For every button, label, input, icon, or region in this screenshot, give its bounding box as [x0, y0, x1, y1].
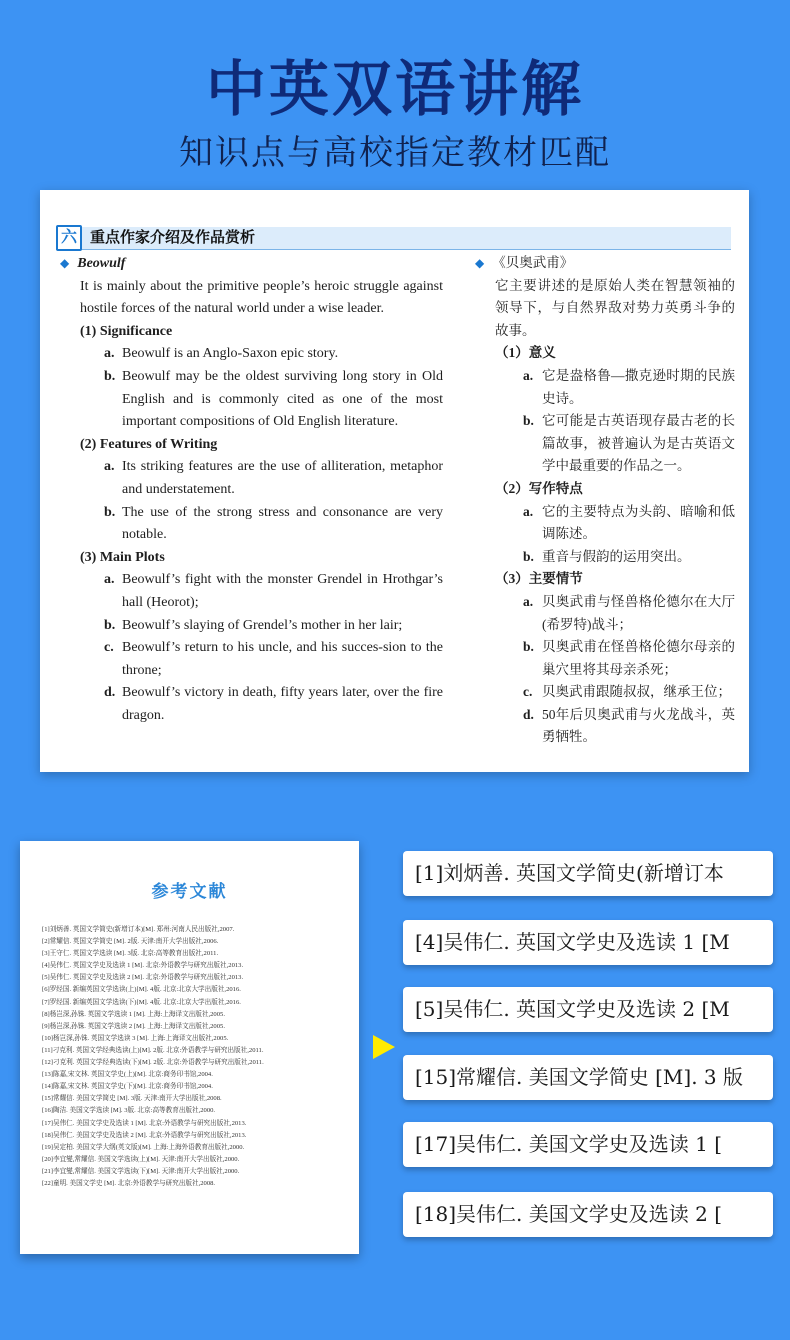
section-heading: (3) Main Plots	[80, 549, 165, 565]
item-text: 它的主要特点为头韵、暗喻和低调陈述。	[542, 503, 735, 542]
callout-box: [1]刘炳善. 英国文学简史(新增订本	[403, 851, 773, 896]
list-item	[60, 366, 443, 434]
section-title: 重点作家介绍及作品赏析	[90, 230, 256, 246]
item-text: 贝奥武甫跟随叔叔，继承王位；	[542, 684, 731, 700]
list-item	[475, 501, 735, 546]
reference-entry: [5]吴伟仁. 英国文学史及选读 2 [M]. 北京:外语教学与研究出版社,2013.	[42, 974, 244, 982]
references-page	[20, 841, 359, 1254]
item-label: c.	[523, 684, 533, 700]
list-item	[60, 682, 443, 727]
item-text: Beowulf’s victory in death, fifty years later, over the fire dragon.	[122, 685, 443, 723]
item-text: 贝奥武甫在怪兽格伦德尔母亲的巢穴里将其母亲杀死；	[542, 639, 735, 677]
section-number: 六	[56, 225, 82, 251]
item-label: c.	[104, 640, 114, 656]
callout-box: [18]吴伟仁. 美国文学史及选读 2 [	[403, 1192, 773, 1237]
item-text: Beowulf may be the oldest surviving long story in Old English and is commonly cited as one of the most important compositions of Old English literature.	[122, 368, 443, 430]
reference-entry: [15]常耀信. 美国文学简史 [M]. 3版. 天津:南开大学出版社,2008.	[42, 1095, 222, 1103]
list-item	[60, 502, 443, 547]
intro-text-zh: 它主要讲述的是原始人类在智慧领袖的领导下，与自然界敌对势力英勇斗争的故事。	[495, 277, 735, 338]
reference-entry: [16]陶洁. 美国文学选读 [M]. 3版. 北京:高等教育出版社,2000.	[42, 1107, 216, 1115]
item-label: b.	[104, 368, 116, 384]
intro-text: It is mainly about the primitive people’s heroic struggle against hostile forces of the natural world under a wise leader.	[80, 278, 443, 317]
reference-entry: [8]杨岂深,孙铢. 英国文学选读 1 [M]. 上海:上海译文出版社,2005.	[42, 1010, 225, 1018]
reference-entry: [11]刁克利. 英国文学经典选读(上)[M]. 2版. 北京:外语教学与研究出版社,2011.	[42, 1046, 264, 1054]
reference-entry: [12]刁克利. 英国文学经典选读(下)[M]. 2版. 北京:外语教学与研究出版社,2011.	[42, 1059, 264, 1067]
reference-entry: [18]吴伟仁. 美国文学史及选读 2 [M]. 北京:外语教学与研究出版社,2013.	[42, 1131, 247, 1139]
item-label: b.	[523, 548, 534, 564]
reference-entry: [20]李宜燮,常耀信. 美国文学选读(上)[M]. 天津:南开大学出版社,2000.	[42, 1155, 240, 1163]
reference-entry: [3]王守仁. 英国文学选读 [M]. 3版. 北京:高等教育出版社,2011.	[42, 950, 219, 958]
item-text: 它可能是古英语现存最古老的长篇故事，被普遍认为是古英语文学中最重要的作品之一。	[542, 413, 735, 474]
item-text: The use of the strong stress and consonance are very notable.	[122, 504, 443, 543]
item-label: b.	[104, 617, 116, 633]
arrow-pointer-icon	[373, 1035, 395, 1059]
list-item	[475, 546, 735, 569]
callout-box: [5]吴伟仁. 英国文学史及选读 2 [M	[403, 987, 773, 1032]
section-heading: (1) Significance	[80, 323, 173, 339]
item-label: a.	[104, 459, 115, 475]
callout-box: [4]吴伟仁. 英国文学史及选读 1 [M	[403, 920, 773, 965]
list-item	[475, 365, 735, 410]
item-label: d.	[523, 706, 534, 722]
reference-entry: [9]杨岂深,孙铢. 英国文学选读 2 [M]. 上海:上海译文出版社,2005.	[42, 1022, 225, 1030]
work-title-zh: 《贝奥武甫》	[492, 255, 574, 270]
item-label: b.	[523, 639, 534, 655]
item-label: a.	[523, 503, 534, 519]
reference-entry: [7]罗经国. 新编英国文学选读(下)[M]. 4版. 北京:北京大学出版社,2016.	[42, 998, 241, 1006]
list-item	[60, 456, 443, 501]
section-heading: （1）意义	[495, 345, 556, 361]
item-text: Beowulf’s slaying of Grendel’s mother in her lair;	[122, 617, 403, 633]
item-label: b.	[104, 504, 116, 520]
list-item	[475, 591, 735, 636]
section-header	[56, 227, 731, 250]
list-item	[475, 410, 735, 478]
reference-entry: [17]吴伟仁. 美国文学史及选读 1 [M]. 北京:外语教学与研究出版社,2013.	[42, 1119, 247, 1127]
item-label: a.	[104, 346, 115, 362]
item-label: a.	[523, 367, 534, 383]
sample-page	[40, 190, 749, 772]
reference-entry: [10]杨岂深,孙铢. 英国文学选读 3 [M]. 上海:上海译文出版社,2005.	[42, 1034, 229, 1042]
list-item	[60, 615, 443, 638]
item-text: Beowulf’s fight with the monster Grendel in Hrothgar’s hall (Heorot);	[122, 572, 443, 610]
diamond-bullet-icon: ◆	[60, 256, 70, 270]
item-text: 贝奥武甫与怪兽格伦德尔在大厅(希罗特)战斗；	[542, 593, 735, 632]
item-text: Its striking features are the use of alliteration, metaphor and understatement.	[122, 459, 443, 497]
reference-entry: [14]陈嘉,宋文林. 英国文学史(下)[M]. 北京:商务印书馆,2004.	[42, 1083, 213, 1091]
section-heading: （2）写作特点	[495, 480, 583, 496]
item-label: a.	[523, 593, 534, 609]
callout-box: [15]常耀信. 美国文学简史 [M]. 3 版	[403, 1055, 773, 1100]
page-title: 中英双语讲解	[206, 55, 584, 125]
item-text: 它是盎格鲁—撒克逊时期的民族史诗。	[542, 367, 735, 406]
english-column	[60, 252, 443, 727]
reference-entry: [19]吴定柏. 美国文学大纲(英文版)[M]. 上海:上海外语教育出版社,2000.	[42, 1143, 245, 1151]
item-label: a.	[104, 572, 115, 588]
reference-entry: [6]罗经国. 新编英国文学选读(上)[M]. 4版. 北京:北京大学出版社,2016.	[42, 986, 241, 994]
reference-entry: [22]童明. 美国文学史 [M]. 北京:外语教学与研究出版社,2008.	[42, 1179, 216, 1187]
section-heading: (2) Features of Writing	[80, 436, 218, 452]
list-item	[60, 637, 443, 682]
item-label: d.	[104, 685, 116, 701]
page-subtitle: 知识点与高校指定教材匹配	[179, 133, 611, 173]
callout-box: [17]吴伟仁. 美国文学史及选读 1 [	[403, 1122, 773, 1167]
reference-entry: [13]陈嘉,宋文林. 英国文学史(上)[M]. 北京:商务印书馆,2004.	[42, 1071, 213, 1079]
english-sections	[60, 321, 443, 728]
item-text: 50年后贝奥武甫与火龙战斗，英勇牺牲。	[542, 706, 735, 745]
item-text: 重音与假韵的运用突出。	[542, 548, 691, 564]
reference-entry: [1]刘炳善. 英国文学简史(新增订本)[M]. 郑州:河南人民出版社,2007.	[42, 926, 235, 933]
list-item	[475, 681, 735, 704]
reference-entry: [4]吴伟仁. 英国文学史及选读 1 [M]. 北京:外语教学与研究出版社,2013.	[42, 962, 244, 970]
list-item	[60, 343, 443, 366]
section-heading: （3）主要情节	[495, 571, 583, 587]
work-title: Beowulf	[77, 256, 126, 271]
list-item	[60, 569, 443, 614]
chinese-column	[475, 252, 735, 749]
item-text: Beowulf is an Anglo-Saxon epic story.	[122, 346, 339, 362]
list-item	[475, 636, 735, 681]
item-label: b.	[523, 413, 534, 429]
chinese-sections	[475, 342, 735, 749]
reference-entry: [21]李宜燮,常耀信. 美国文学选读(下)[M]. 天津:南开大学出版社,2000.	[42, 1167, 240, 1175]
references-title: 参考文献	[151, 882, 228, 901]
item-text: Beowulf’s return to his uncle, and his succes-sion to the throne;	[122, 640, 443, 678]
list-item	[475, 704, 735, 749]
references-list	[42, 924, 342, 1190]
diamond-bullet-icon: ◆	[475, 256, 485, 270]
reference-entry: [2]常耀信. 英国文学简史 [M]. 2版. 天津:南开大学出版社,2006.	[42, 938, 219, 946]
